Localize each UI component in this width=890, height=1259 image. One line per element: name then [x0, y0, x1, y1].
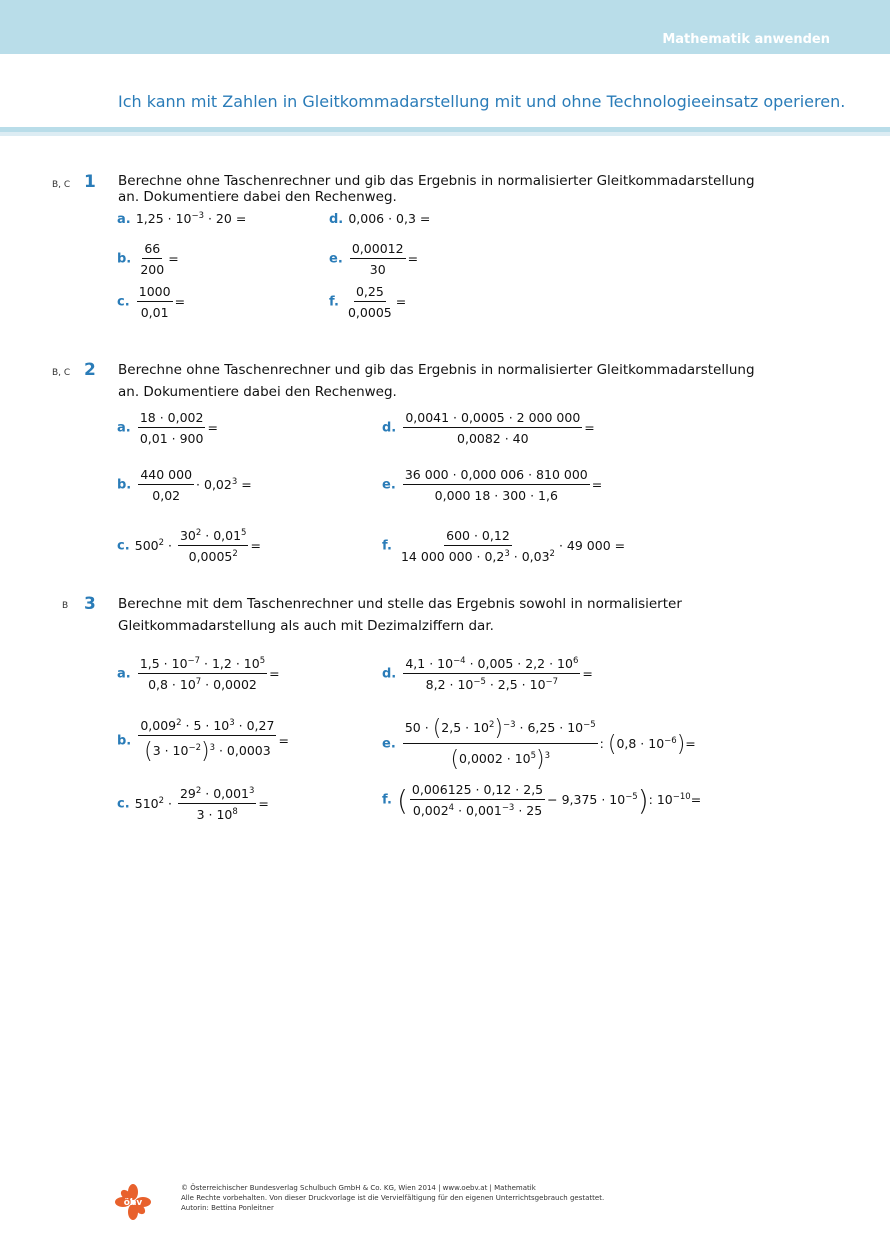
ex1-item-f: f. $\frac{0,25}{0,0005}$ = — [329, 284, 407, 320]
ex3-item-e: e. $\frac{50 \cdot (2,5 \cdot 10^2)^{-3} \cdot 6,25 \cdot 10^{-5}}{(0,0002 \cdot 10^5)^3}$ : $(0,8 \cdot 10^{-6})=$ — [382, 716, 696, 772]
fraction: $\frac{0,009^2 \cdot 5 \cdot 10^3 \cdot 0,27}{(3 \cdot 10^{-2})^3 \cdot 0,0003}$ — [140, 718, 275, 765]
ex3-a-label: a. — [117, 666, 131, 682]
fraction: $\frac{36 000 \cdot 0,000 006 \cdot 810 000}{0,000 18 \cdot 300 \cdot 1,6}$ — [404, 467, 588, 503]
fraction: $\frac{1,5 \cdot 10^{-7} \cdot 1,2 \cdot 10^5}{0,8 \cdot 10^7 \cdot 0,0002}$ — [139, 656, 266, 693]
fraction: $\frac{600 \cdot 0,12}{14 000 000 \cdot 0,2^3 \cdot 0,03^2}$ — [400, 528, 555, 565]
ex3-b-label: b. — [117, 733, 132, 749]
ex2-c-label: c. — [117, 538, 130, 554]
ex1-item-c: c. $\frac{1000}{0,01}$ = — [117, 284, 186, 320]
ex1-d-label: d. — [329, 212, 344, 227]
ex2-item-d: d. $\frac{0,0041 \cdot 0,0005 \cdot 2 000 000}{0,0082 \cdot 40}$ = — [382, 410, 595, 446]
footer-line-3: Autorin: Bettina Ponleitner — [181, 1204, 274, 1212]
ex1-e-label: e. — [329, 251, 343, 267]
ex1-a-label: a. — [117, 212, 131, 227]
ex1-item-a — [117, 208, 246, 227]
ex2-b-label: b. — [117, 477, 132, 493]
ex2-number: 2 — [84, 360, 96, 380]
ex1-a-expr: $1,25 \cdot 10^{-3} \cdot 20$ = — [135, 210, 247, 226]
fraction: $\frac{1000}{0,01}$ — [138, 284, 171, 320]
ex3-e-label: e. — [382, 736, 396, 752]
ex3-c-label: c. — [117, 796, 130, 812]
ex3-level: B — [62, 601, 69, 611]
ex3-item-d: d. $\frac{4,1 \cdot 10^{-4} \cdot 0,005 \cdot 2,2 \cdot 10^6}{8,2 \cdot 10^{-5} \cdot 2,5 \cdot 10^{-7}}$ = — [382, 656, 593, 693]
fraction: $\frac{0,006125 \cdot 0,12 \cdot 2,5}{0,002^4 \cdot 0,001^{-3} \cdot 25}$ — [411, 782, 544, 819]
fraction: $\frac{66}{200}$ — [140, 241, 165, 277]
fraction: $\frac{0,0041 \cdot 0,0005 \cdot 2 000 000}{0,0082 \cdot 40}$ — [405, 410, 581, 446]
ex3-item-a: a. $\frac{1,5 \cdot 10^{-7} \cdot 1,2 \cdot 10^5}{0,8 \cdot 10^7 \cdot 0,0002}$ = — [117, 656, 280, 693]
ex2-e-label: e. — [382, 477, 396, 493]
footer-line-2: Alle Rechte vorbehalten. Von dieser Druckvorlage ist die Vervielfältigung für den eigenen Unterrichtsgebrauch gestattet. — [181, 1194, 605, 1202]
ex1-item-b: b. $\frac{66}{200}$ = — [117, 241, 179, 277]
fraction: $\frac{440 000}{0,02}$ — [140, 467, 193, 503]
fraction: $\frac{4,1 \cdot 10^{-4} \cdot 0,005 \cdot 2,2 \cdot 10^6}{8,2 \cdot 10^{-5} \cdot 2,5 \cdot 10^{-7}}$ — [405, 656, 579, 693]
ex1-item-e: e. $\frac{0,00012}{30}$ = — [329, 241, 419, 277]
header-band-title: Mathematik anwenden — [662, 32, 830, 47]
ex2-item-c: c. $500^2$ · $\frac{30^2 \cdot 0,01^5}{0,0005^2}$ = — [117, 528, 261, 565]
logo-text: öbv — [123, 1198, 143, 1208]
page-subtitle: Ich kann mit Zahlen in Gleitkommadarstellung mit und ohne Technologieeinsatz operieren. — [118, 92, 846, 111]
ex3-item-c: c. $510^2$ · $\frac{29^2 \cdot 0,001^3}{3 \cdot 10^8}$ = — [117, 786, 269, 823]
oebv-logo — [115, 1184, 151, 1220]
header-stripe-light — [0, 132, 890, 136]
ex3-item-f: f. ( $\frac{0,006125 \cdot 0,12 \cdot 2,5}{0,002^4 \cdot 0,001^{-3} \cdot 25}$ − $9,375 \cdot 10^{-5}$): $10^{-10}=$ — [382, 782, 702, 819]
fraction: $\frac{0,00012}{30}$ — [351, 241, 404, 277]
ex1-f-label: f. — [329, 294, 339, 310]
ex2-item-f: f. $\frac{600 \cdot 0,12}{14 000 000 \cdot 0,2^3 \cdot 0,03^2}$ · 49 000 = — [382, 528, 626, 565]
ex2-f-label: f. — [382, 538, 392, 554]
ex2-item-a: a. $\frac{18 \cdot 0,002}{0,01 \cdot 900}$ = — [117, 410, 218, 446]
ex2-a-label: a. — [117, 420, 131, 436]
footer-copyright — [181, 1183, 604, 1213]
fraction: $\frac{30^2 \cdot 0,01^5}{0,0005^2}$ — [179, 528, 247, 565]
ex2-item-e: e. $\frac{36 000 \cdot 0,000 006 \cdot 810 000}{0,000 18 \cdot 300 \cdot 1,6}$ = — [382, 467, 603, 503]
ex3-instruction: Berechne mit dem Taschenrechner und stelle das Ergebnis sowohl in normalisierter Gleitkommadarstellung als auch mit Dezimalziffern dar. — [118, 596, 682, 634]
ex3-d-label: d. — [382, 666, 397, 682]
ex3-number: 3 — [84, 594, 96, 614]
ex2-item-b: b. $\frac{440 000}{0,02}$ · $0,02^3$ = — [117, 467, 252, 503]
footer-line-1: © Österreichischer Bundesverlag Schulbuch GmbH & Co. KG, Wien 2014 | www.oebv.at | Mathematik — [181, 1184, 536, 1192]
ex1-number: 1 — [84, 172, 96, 192]
ex2-instruction: Berechne ohne Taschenrechner und gib das Ergebnis in normalisierter Gleitkommadarstellung an. Dokumentiere dabei den Rechenweg. — [118, 362, 755, 400]
ex3-f-label: f. — [382, 792, 392, 808]
ex3-item-b: b. $\frac{0,009^2 \cdot 5 \cdot 10^3 \cdot 0,27}{(3 \cdot 10^{-2})^3 \cdot 0,0003}$ = — [117, 718, 289, 765]
ex1-instruction: Berechne ohne Taschenrechner und gib das Ergebnis in normalisierter Gleitkommadarstellung an. Dokumentiere dabei den Rechenweg. — [118, 173, 755, 205]
ex1-c-label: c. — [117, 294, 130, 310]
ex2-d-label: d. — [382, 420, 397, 436]
fraction: $\frac{29^2 \cdot 0,001^3}{3 \cdot 10^8}$ — [179, 786, 255, 823]
ex2-level: B, C — [52, 368, 71, 378]
fraction: $\frac{50 \cdot (2,5 \cdot 10^2)^{-3} \cdot 6,25 \cdot 10^{-5}}{(0,0002 \cdot 10^5)^3}$ — [404, 716, 596, 772]
ex1-item-d: d. 0,006 · 0,3 = — [329, 211, 431, 227]
ex1-b-label: b. — [117, 251, 132, 267]
fraction: $\frac{0,25}{0,0005}$ — [347, 284, 392, 320]
ex1-level: B, C — [52, 180, 71, 190]
fraction: $\frac{18 \cdot 0,002}{0,01 \cdot 900}$ — [139, 410, 204, 446]
